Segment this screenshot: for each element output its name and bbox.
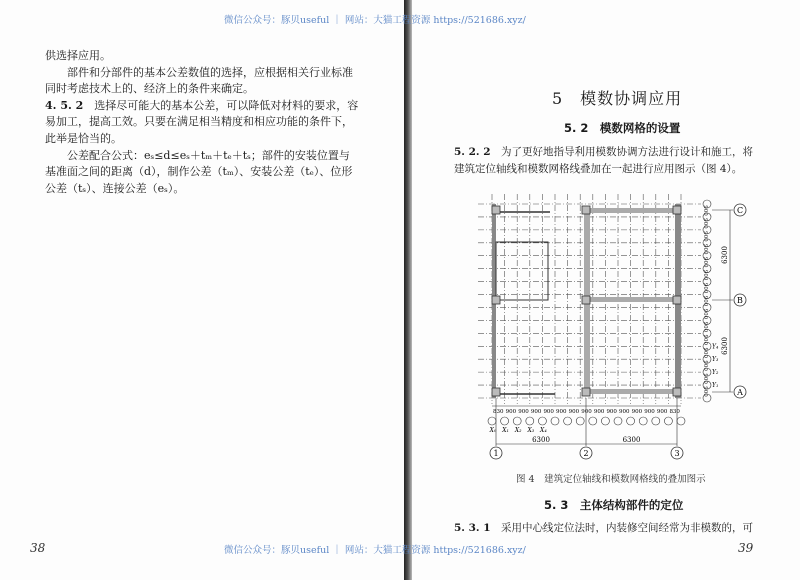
- grid-label: X₂: [514, 427, 522, 434]
- dimension-label: 830: [669, 409, 680, 415]
- span-dimension: 6300: [532, 436, 550, 444]
- grid-label: X₀: [489, 427, 497, 434]
- column: [582, 388, 590, 396]
- grid-bubble: [564, 417, 572, 425]
- axis-label: A: [737, 388, 743, 397]
- wall: [586, 297, 681, 302]
- grid-bubble: [627, 417, 635, 425]
- axis-label: B: [737, 296, 743, 305]
- dimension-label: 830: [493, 409, 504, 415]
- grid-label: X₄: [540, 427, 547, 434]
- dimension-label: 900: [619, 409, 630, 415]
- span-dimension: 6300: [721, 337, 729, 355]
- clause-number: 5. 2. 2: [454, 146, 491, 158]
- column: [582, 296, 590, 304]
- axis-label: 3: [674, 449, 680, 458]
- dimension-label: 900: [644, 409, 655, 415]
- span-dimension: 6300: [721, 246, 729, 264]
- grid-label: X₁: [502, 427, 509, 434]
- body-text: 供选择应用。: [45, 49, 111, 62]
- dimension-label: 900: [702, 205, 708, 216]
- page-number: 39: [738, 541, 754, 555]
- grid-bubble: [677, 417, 685, 425]
- grid-bubble: [601, 417, 609, 425]
- dimension-label: 900: [702, 347, 708, 358]
- dimension-label: 900: [581, 409, 592, 415]
- dimension-label: 900: [556, 409, 567, 415]
- floor-plan-figure: [455, 188, 775, 468]
- grid-bubble: [538, 417, 546, 425]
- column: [673, 206, 681, 214]
- dimension-label: 900: [702, 282, 708, 294]
- body-text: 公差（tₛ）、连接公差（eₛ）。: [45, 182, 185, 195]
- dimension-label: 900: [702, 218, 708, 229]
- wall: [586, 208, 681, 213]
- dimension-label: 900: [568, 409, 580, 415]
- body-text: 易加工，提高工效。只要在满足相当精度和相应功能的条件下，: [45, 115, 353, 128]
- dimension-label: 900: [702, 373, 708, 384]
- clause-4-5-2: [45, 98, 358, 115]
- room-wall: [496, 242, 548, 300]
- grid-bubble: [652, 417, 660, 425]
- clause-5-2-2: [454, 144, 753, 161]
- dimension-label: 900: [702, 308, 708, 320]
- dimension-label: 900: [702, 334, 708, 346]
- watermark-top: 微信公众号：豚贝useful ｜ 网站：大猫工程资源 https://521686.xyz/: [224, 15, 526, 26]
- grid-bubble: [614, 417, 622, 425]
- grid-label: Y₄: [712, 343, 719, 351]
- clause-number: 5. 3. 1: [454, 522, 491, 534]
- span-dimension: 6300: [622, 436, 641, 444]
- body-text: 采用中心线定位法时，内装修空间经常为非模数的，可: [501, 522, 754, 534]
- body-text: 部件和分部件的基本公差数值的选择，应根据相关行业标准: [67, 66, 353, 79]
- dimension-label: 900: [702, 256, 708, 268]
- clause-number: 4. 5. 2: [45, 99, 84, 112]
- grid-bubble: [589, 417, 597, 425]
- page-number: 38: [30, 541, 46, 555]
- dimension-label: 900: [702, 295, 708, 307]
- dimension-label: 900: [606, 409, 617, 415]
- grid-bubble: [526, 417, 534, 425]
- axis-label: 2: [583, 449, 589, 458]
- body-text: 为了更好地指导利用模数协调方法进行设计和施工，将: [501, 146, 754, 158]
- dimension-label: 900: [631, 409, 643, 415]
- column: [492, 296, 500, 304]
- grid-label: Y₂: [712, 369, 719, 377]
- grid-label: Y₃: [712, 356, 719, 364]
- axis-label: C: [736, 206, 744, 215]
- body-text: 选择尽可能大的基本公差，可以降低对材料的要求，容: [94, 99, 359, 112]
- dimension-label: 900: [505, 409, 517, 415]
- dimension-label: 900: [702, 269, 708, 281]
- grid-bubble: [664, 417, 672, 425]
- column: [492, 206, 500, 214]
- section-heading: 5. 3 主体结构部件的定位: [544, 498, 684, 512]
- body-text: 同时考虑技术上的、经济上的条件来确定。: [45, 82, 254, 95]
- grid-bubble: [639, 417, 647, 425]
- axis-label: 1: [493, 449, 499, 458]
- formula-text: 公差配合公式：eₛ≤d≤eₛ＋tₘ＋tₑ＋tₛ；部件的安装位置与: [67, 149, 350, 162]
- dimension-label: 900: [702, 231, 708, 242]
- book-gutter: [404, 0, 412, 580]
- grid-label: Y₁: [712, 382, 719, 390]
- dimension-label: 900: [656, 409, 668, 415]
- grid-label: X₃: [527, 427, 535, 434]
- clause-5-3-1: [454, 520, 753, 537]
- dimension-label: 900: [702, 321, 708, 333]
- watermark-bottom: 微信公众号：豚贝useful ｜ 网站：大猫工程资源 https://521686.xyz/: [224, 545, 526, 556]
- body-text: 基准面之间的距离（d），制作公差（tₘ）、安装公差（tₑ）、位形: [45, 165, 353, 178]
- section-heading: 5. 2 模数网格的设置: [564, 121, 681, 135]
- wall: [586, 389, 681, 394]
- column: [673, 296, 681, 304]
- chapter-title: 5 模数协调应用: [552, 89, 683, 108]
- grid-bubble: [576, 417, 584, 425]
- body-text: 建筑定位轴线和模数网格线叠加在一起进行应用图示（图 4）。: [454, 163, 743, 175]
- dimension-label: 900: [702, 360, 708, 371]
- column: [582, 206, 590, 214]
- grid-bubble: [551, 417, 559, 425]
- dimension-label: 900: [702, 244, 708, 255]
- grid-bubble: [501, 417, 509, 425]
- grid-bubble: [488, 417, 496, 425]
- dimension-label: 900: [543, 409, 554, 415]
- body-text: 此举是恰当的。: [45, 132, 122, 145]
- dimension-label: 900: [518, 409, 529, 415]
- dimension-label: 900: [593, 409, 605, 415]
- grid-bubble: [513, 417, 521, 425]
- column: [673, 388, 681, 396]
- dimension-label: 900: [530, 409, 542, 415]
- dimension-label: 900: [702, 386, 708, 397]
- figure-caption: 图 4 建筑定位轴线和模数网格线的叠加图示: [516, 474, 706, 485]
- column: [492, 388, 500, 396]
